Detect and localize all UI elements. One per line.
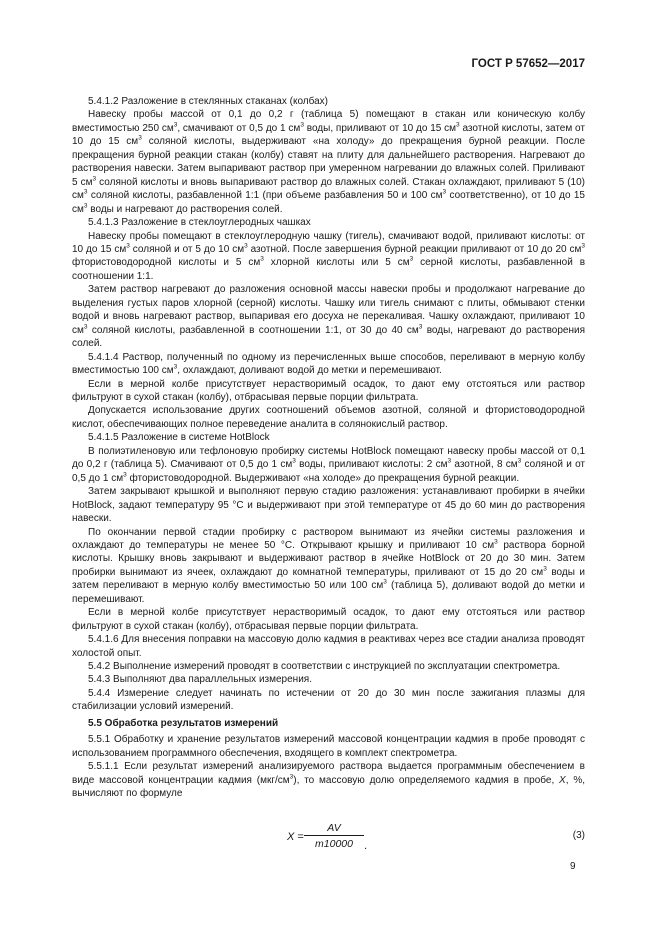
document-body	[72, 95, 585, 801]
formula-denominator: m10000	[315, 838, 353, 850]
section-5-4-4: 5.4.4 Измерение следует начинать по истечении от 20 до 30 мин после зажигания плазмы для стабилизации условий измерений.	[72, 687, 585, 713]
section-5-5-heading: 5.5 Обработка результатов измерений	[88, 717, 279, 729]
paragraph-precipitate-2: Если в мерной колбе присутствует нерастворимый осадок, то дают ему отстояться или раствор фильтруют в сухой стакан (колбу), отбрасывая первые порции фильтрата.	[72, 607, 585, 632]
section-5-4-1-3-heading: 5.4.1.3 Разложение в стеклоуглеродных чашках	[88, 217, 311, 229]
formula-number: (3)	[572, 830, 585, 841]
formula-fraction	[304, 822, 364, 850]
document-id: ГОСТ Р 57652—2017	[471, 58, 585, 70]
paragraph-glassy-carbon-digestion: Навеску пробы помещают в стеклоуглеродную чашку (тигель), смачивают водой, приливают кислоты: от 10 до 15 $см^3$ соляной и от 5 до 10 $см^3$ азотной. После завершения бурной реакции приливают от 10 до 20 $см^3$ фтористоводородной кислоты и 5 $см^3$ хлорной кислоты или 5 $см^3$ серной кислоты, разбавленной в соотношении 1:1.	[72, 230, 586, 282]
section-5-5-1: 5.5.1 Обработку и хранение результатов измерений массовой концентрации кадмия в пробе проводят с использованием программного обеспечения, входящего в комплект спектрометра.	[72, 734, 585, 759]
section-5-4-2: 5.4.2 Выполнение измерений проводят в соответствии с инструкцией по эксплуатации спектрометра.	[88, 661, 561, 673]
page-number: 9	[570, 861, 576, 872]
formula-3	[72, 822, 585, 856]
paragraph-second-stage: По окончании первой стадии пробирку с раствором вынимают из ячейки системы разложения и охлаждают до температуры не менее 50 °С. Открывают крышку и приливают 10 $см^3$ раствора борной кислоты. Крышку вновь закрывают и выдерживают раствор в ячейке HotBlock от 20 до 30 мин. Затем пробирки вынимают из ячеек, охлаждают до комнатной температуры, приливают от 15 до 20 $см^3$ воды и затем переливают в мерную колбу вместимостью 50 или 100 $см^3$ (таблица 5), доливают водой до метки и перемешивают.	[72, 526, 585, 605]
section-5-4-1-6: 5.4.1.6 Для внесения поправки на массовую долю кадмия в реактивах через все стадии анализа проводят холостой опыт.	[72, 634, 585, 659]
paragraph-precipitate-1: Если в мерной колбе присутствует нерастворимый осадок, то дают ему отстояться или раствор фильтруют в сухой стакан (колбу), отбрасывая первые порции фильтрата.	[72, 378, 585, 403]
section-5-4-1-5-heading: 5.4.1.5 Разложение в системе HotBlock	[88, 432, 270, 444]
formula-numerator: AV	[304, 822, 364, 836]
section-5-4-3: 5.4.3 Выполняют два параллельных измерения.	[88, 674, 312, 686]
paragraph-hotblock: В полиэтиленовую или тефлоновую пробирку системы HotBlock помещают навеску пробы массой от 0,1 до 0,2 г (таблица 5). Смачивают от 0,5 до 1 $см^3$ воды, приливают кислоты: 2 $см^3$ азотной, 8 $см^3$ соляной и от 0,5 до 1 $см^3$ фтористоводородной. Выдерживают «на холоде» до прекращения бурной реакции.	[72, 445, 585, 484]
paragraph-heating: Затем раствор нагревают до разложения основной массы навески пробы и продолжают нагревание до выделения густых паров хлорной (серной) кислоты. Чашку или тигель снимают с плиты, обмывают стенки водой и вновь нагревают раствор, выпаривая его досуха не перекаливая. Чашку охлаждают, приливают 10 $см^3$ соляной кислоты, разбавленной в соотношении 1:1, от 30 до 40 $см^3$ воды, нагревают до растворения солей.	[72, 284, 585, 350]
formula-lhs: X =	[287, 831, 304, 843]
paragraph-glass-digestion: Навеску пробы массой от 0,1 до 0,2 г (таблица 5) помещают в стакан или коническую колбу вместимостью 250 $см^3$, смачивают от 0,5 до 1 $см^3$ воды, приливают от 10 до 15 $см^3$ азотной кислоты, затем от 10 до 15 $см^3$ соляной кислоты, выдерживают «на холоду» до прекращения бурной реакции. После прекращения бурной реакции стакан (колбу) ставят на плиту для дальнейшего растворения. Нагревают до растворения навески. Затем выпаривают раствор при умеренном нагревании до влажных солей. Приливают 5 $см^3$ соляной кислоты и вновь выпаривают раствор до влажных солей. Стакан охлаждают, приливают 5 (10) $см^3$ соляной кислоты, разбавленной 1:1 (при объеме разбавления 50 и 100 $см^3$ соответственно), от 10 до 15 $см^3$ воды и нагревают до растворения солей.	[72, 109, 586, 215]
paragraph-first-stage: Затем закрывают крышкой и выполняют первую стадию разложения: устанавливают пробирки в ячейки HotBlock, задают температуру 95 °С и выдерживают при этой температуре от 45 до 60 мин до растворения навески.	[72, 486, 585, 525]
section-5-4-1-2-heading: 5.4.1.2 Разложение в стеклянных стаканах (колбах)	[88, 96, 329, 107]
formula-dot: .	[364, 840, 368, 852]
section-5-5-1-1: 5.5.1.1 Если результат измерений анализируемого раствора выдается программным обеспечением в виде массовой концентрации кадмия $(мкг/см^3)$, то массовую долю определяемого кадмия в пробе, X, %, вычисляют по формуле	[72, 761, 585, 800]
paragraph-acid-ratios: Допускается использование других соотношений объемов азотной, соляной и фтористоводородной кислот, обеспечивающих полное переведение аналита в солянокислый раствор.	[72, 405, 585, 430]
section-5-4-1-4: 5.4.1.4 Раствор, полученный по одному из перечисленных выше способов, переливают в мерную колбу вместимостью 100 $см^3$, охлаждают, доливают водой до метки и перемешивают.	[72, 351, 585, 377]
